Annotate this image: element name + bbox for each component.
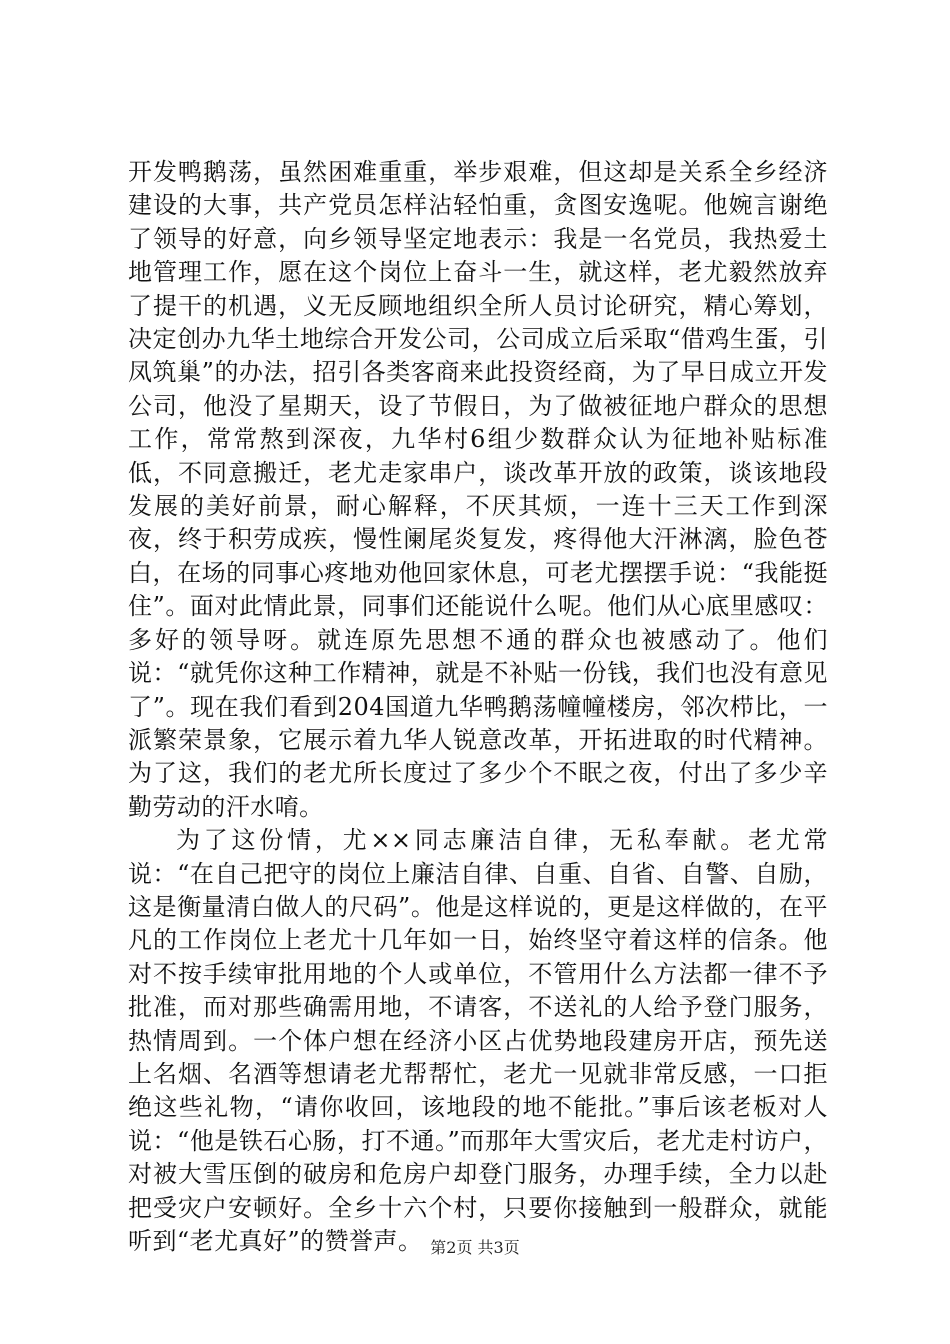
paragraph-2: 为了这份情，尤××同志廉洁自律，无私奉献。老尤常说：“在自己把守的岗位上廉洁自律、自重、自省、自警、自励，这是衡量清白做人的尺码”。他是这样说的，更是这样做的，在平凡的工作岗位上老尤十几年如一日，始终坚守着这样的信条。他对不按手续审批用地的个人或单位，不管用什么方法都一律不予批准，而对那些确需用地，不请客，不送礼的人给予登门服务，热情周到。一个体户想在经济小区占优势地段建房开店，预先送上名烟、名酒等想请老尤帮帮忙，老尤一见就非常反感，一口拒绝这些礼物，“请你收回，该地段的地不能批。”事后该老板对人说：“他是铁石心肠，打不通。”而那年大雪灾后，老尤走村访户，对被大雪压倒的破房和危房户却登门服务，办理手续，全力以赴把受灾户安顿好。全乡十六个村，只要你接触到一般群众，就能听到“老尤真好”的赞誉声。 (128, 826, 828, 1255)
page-footer: 第2页 共3页 (430, 1238, 520, 1257)
paragraph-1: 开发鸭鹅荡，虽然困难重重，举步艰难，但这却是关系全乡经济建设的大事，共产党员怎样沾轻怕重，贪图安逸呢。他婉言谢绝了领导的好意，向乡领导坚定地表示：我是一名党员，我热爱土地管理工作，愿在这个岗位上奋斗一生，就这样，老尤毅然放弃了提干的机遇，义无反顾地组织全所人员讨论研究，精心筹划，决定创办九华土地综合开发公司，公司成立后采取“借鸡生蛋，引凤筑巢”的办法，招引各类客商来此投资经商，为了早日成立开发公司，他没了星期天，设了节假日，为了做被征地户群众的思想工作，常常熬到深夜，九华村6组少数群众认为征地补贴标准低，不同意搬迁，老尤走家串户，谈改革开放的政策，谈该地段发展的美好前景，耐心解释，不厌其烦，一连十三天工作到深夜，终于积劳成疾，慢性阑尾炎复发，疼得他大汗淋漓，脸色苍白，在场的同事心疼地劝他回家休息，可老尤摆摆手说：“我能挺住”。面对此情此景，同事们还能说什么呢。他们从心底里感叹：多好的领导呀。就连原先思想不通的群众也被感动了。他们说：“就凭你这种工作精神，就是不补贴一份钱，我们也没有意见了”。现在我们看到204国道九华鸭鹅荡幢幢楼房，邻次栉比，一派繁荣景象，它展示着九华人锐意改革，开拓进取的时代精神。为了这，我们的老尤所长度过了多少个不眠之夜，付出了多少辛勤劳动的汗水唷。 (128, 158, 828, 821)
document-body (128, 156, 828, 1258)
